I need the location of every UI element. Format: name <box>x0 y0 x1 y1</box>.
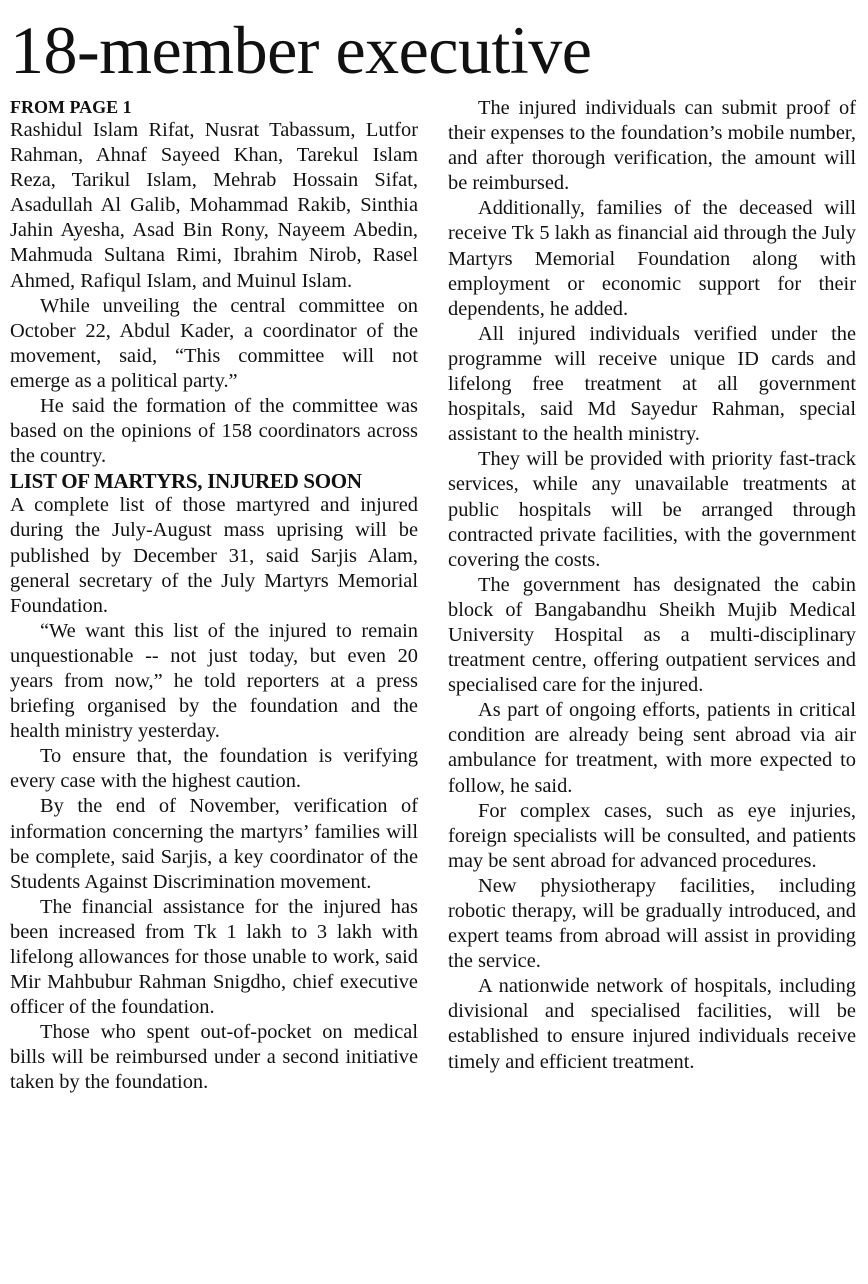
paragraph: He said the formation of the committee was based on the opinions of 158 coordinators across the country. <box>10 395 418 468</box>
paragraph: Additionally, families of the deceased will receive Tk 5 lakh as financial aid through the July Martyrs Memorial Foundation along with employment or economic support for their dependents, he added. <box>448 197 856 320</box>
paragraph: A complete list of those martyred and injured during the July-August mass uprising will be published by December 31, said Sarjis Alam, general secretary of the July Martyrs Memorial Foundation. <box>10 494 418 617</box>
paragraph: To ensure that, the foundation is verifying every case with the highest caution. <box>10 745 418 793</box>
paragraph: For complex cases, such as eye injuries, foreign specialists will be consulted, and patients may be sent abroad for advanced procedures. <box>448 799 856 872</box>
paragraph: While unveiling the central committee on October 22, Abdul Kader, a coordinator of the movement, said, “This committee will not emerge as a political party.” <box>10 294 418 392</box>
paragraph: New physiotherapy facilities, including robotic therapy, will be gradually introduced, and expert teams from abroad will assist in providing the service. <box>448 874 856 973</box>
paragraph: By the end of November, verification of information concerning the martyrs’ families will be complete, said Sarjis, a key coordinator of the Students Against Discrimination movement. <box>10 795 418 893</box>
paragraph: Those who spent out-of-pocket on medical bills will be reimbursed under a second initiative taken by the foundation. <box>10 1021 418 1094</box>
left-column <box>10 96 418 1096</box>
paragraph: As part of ongoing efforts, patients in critical condition are already being sent abroad via air ambulance for treatment, with more expected to follow, he said. <box>448 699 856 797</box>
paragraph: All injured individuals verified under the programme will receive unique ID cards and lifelong free treatment at all government hospitals, said Md Sayedur Rahman, special assistant to the health ministry. <box>448 322 856 446</box>
paragraph: The financial assistance for the injured has been increased from Tk 1 lakh to 3 lakh with lifelong allowances for those unable to work, said Mir Mahbubur Rahman Snigdho, chief executive officer of the foundation. <box>10 895 418 1019</box>
jump-label: FROM PAGE 1 <box>10 97 132 117</box>
paragraph: “We want this list of the injured to remain unquestionable -- not just today, but even 20 years from now,” he told reporters at a press briefing organised by the foundation and the health ministry yesterday. <box>10 619 418 743</box>
headline: 18-member executive <box>10 12 592 88</box>
paragraph: The injured individuals can submit proof of their expenses to the foundation’s mobile number, and after thorough verification, the amount will be reimbursed. <box>448 97 856 195</box>
subhead: LIST OF MARTYRS, INJURED SOON <box>10 469 362 494</box>
paragraph: The government has designated the cabin block of Bangabandhu Sheikh Mujib Medical University Hospital as a multi-disciplinary treatment centre, offering outpatient services and specialised care for the injured. <box>448 573 856 697</box>
right-column <box>448 96 856 1075</box>
paragraph: A nationwide network of hospitals, including divisional and specialised facilities, will be established to ensure injured individuals receive timely and efficient treatment. <box>448 975 856 1073</box>
paragraph: They will be provided with priority fast-track services, while any unavailable treatments at public hospitals will be arranged through contracted private facilities, with the government covering the costs. <box>448 448 856 571</box>
paragraph: Rashidul Islam Rifat, Nusrat Tabassum, Lutfor Rahman, Ahnaf Sayeed Khan, Tarekul Islam Reza, Tarikul Islam, Mehrab Hossain Sifat, Asadullah Al Galib, Mohammad Rakib, Sinthia Jahin Ayesha, Asad Bin Rony, Nayeem Abedin, Mahmuda Sultana Rimi, Ibrahim Nirob, Rasel Ahmed, Rafiqul Islam, and Muinul Islam. <box>10 119 418 292</box>
